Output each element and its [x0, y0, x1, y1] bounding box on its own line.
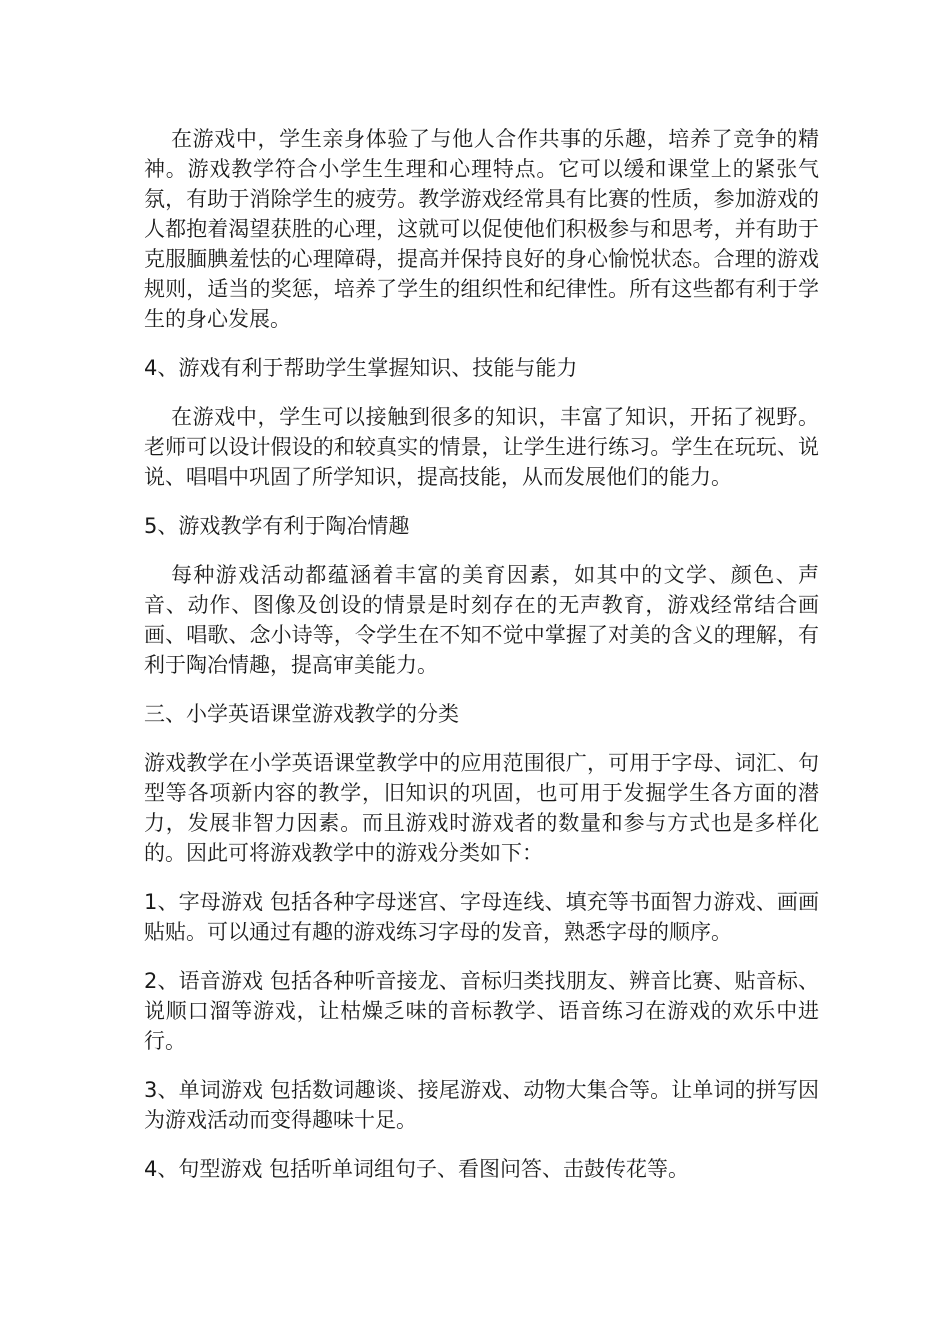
paragraph-game-benefits-social: 在游戏中，学生亲身体验了与他人合作共事的乐趣，培养了竞争的精神。游戏教学符合小学生生理和心理特点。它可以缓和课堂上的紧张气氛，有助于消除学生的疲劳。教学游戏经常具有比赛的性质，参加游戏的人都抱着渴望获胜的心理，这就可以促使他们积极参与和思考，并有助于克服腼腆羞怯的心理障碍，提高并保持良好的身心愉悦状态。合理的游戏规则，适当的奖惩，培养了学生的组织性和纪律性。所有这些都有利于学生的身心发展。 [144, 127, 819, 331]
paragraph-classification-intro: 游戏教学在小学英语课堂教学中的应用范围很广，可用于字母、词汇、句型等各项新内容的教学，旧知识的巩固，也可用于发掘学生各方面的潜力，发展非智力因素。而且游戏时游戏者的数量和参与方式也是多样化的。因此可将游戏教学中的游戏分类如下： [144, 751, 819, 865]
list-item-phonetic-games: 2、语音游戏 包括各种听音接龙、音标归类找朋友、辨音比赛、贴音标、说顺口溜等游戏，让枯燥乏味的音标教学、语音练习在游戏的欢乐中进行。 [144, 969, 819, 1053]
list-item-letter-games: 1、字母游戏 包括各种字母迷宫、字母连线、填充等书面智力游戏、画画贴贴。可以通过有趣的游戏练习字母的发音，熟悉字母的顺序。 [144, 890, 819, 944]
list-item-word-games: 3、单词游戏 包括数词趣谈、接尾游戏、动物大集合等。让单词的拼写因为游戏活动而变得趣味十足。 [144, 1078, 819, 1132]
paragraph-aesthetic: 每种游戏活动都蕴涵着丰富的美育因素，如其中的文学、颜色、声音、动作、图像及创设的情景是时刻存在的无声教育，游戏经常结合画画、唱歌、念小诗等，令学生在不知不觉中掌握了对美的含义的理解，有利于陶冶情趣，提高审美能力。 [144, 563, 819, 677]
heading-aesthetic: 5、游戏教学有利于陶冶情趣 [144, 514, 410, 538]
paragraph-knowledge-skills: 在游戏中，学生可以接触到很多的知识，丰富了知识，开拓了视野。老师可以设计假设的和较真实的情景，让学生进行练习。学生在玩玩、说说、唱唱中巩固了所学知识，提高技能，从而发展他们的能力。 [144, 405, 819, 489]
list-item-sentence-games: 4、句型游戏 包括听单词组句子、看图问答、击鼓传花等。 [144, 1157, 690, 1181]
heading-knowledge-skills: 4、游戏有利于帮助学生掌握知识、技能与能力 [144, 356, 578, 380]
heading-classification: 三、小学英语课堂游戏教学的分类 [144, 702, 459, 726]
document-body [144, 124, 819, 1203]
